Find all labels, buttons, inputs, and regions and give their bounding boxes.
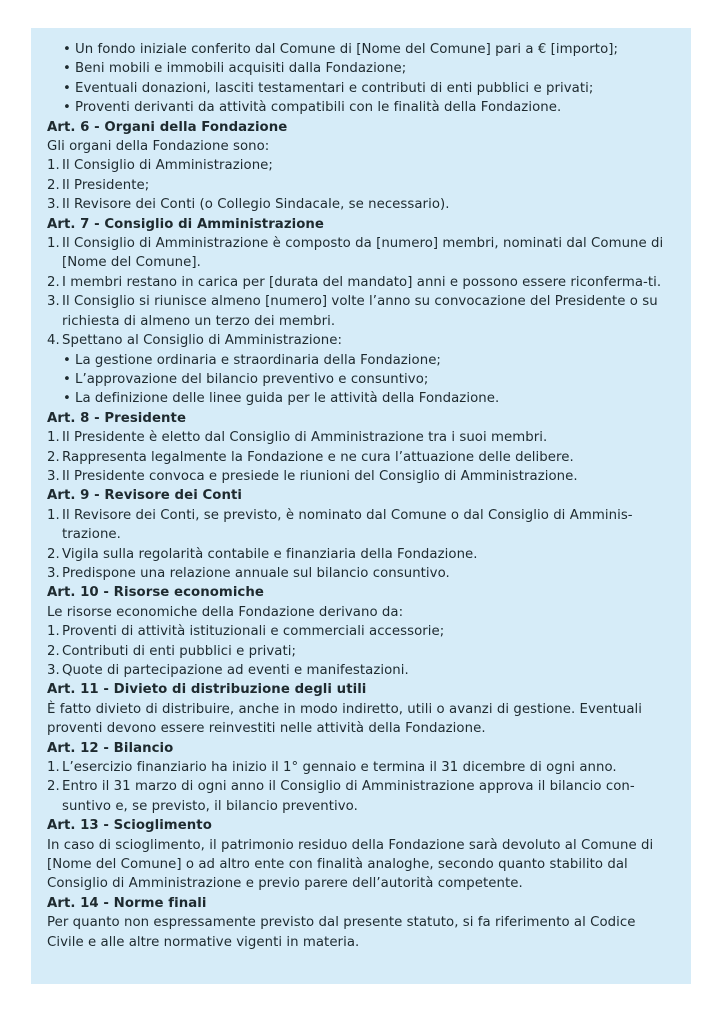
item-text: Quote di partecipazione ad eventi e manifestazioni. bbox=[62, 663, 409, 678]
list-item bbox=[47, 234, 673, 273]
item-number: 1. bbox=[47, 507, 60, 523]
item-number: 2. bbox=[47, 643, 60, 659]
list-item: • La gestione ordinaria e straordinaria della Fondazione; bbox=[47, 351, 673, 370]
article-heading: Art. 8 - Presidente bbox=[47, 410, 187, 426]
item-text: I membri restano in carica per [durata del mandato] anni e possono essere riconferma-ti. bbox=[62, 274, 662, 290]
assets-bullet-list bbox=[47, 40, 673, 118]
list-item bbox=[47, 642, 673, 661]
item-text: Il Revisore dei Conti (o Collegio Sindacale, se necessario). bbox=[62, 197, 450, 213]
item-text: Il Presidente è eletto dal Consiglio di Amministrazione tra i suoi membri. bbox=[62, 430, 548, 446]
item-text: Rappresenta legalmente la Fondazione e ne cura l’attuazione delle delibere. bbox=[62, 449, 574, 465]
article-10 bbox=[47, 583, 673, 680]
item-number: 1. bbox=[47, 624, 60, 640]
article-heading: Art. 11 - Divieto di distribuzione degli utili bbox=[47, 682, 367, 698]
article-body: È fatto divieto di distribuire, anche in modo indiretto, utili o avanzi di gestione. Eventuali proventi devono essere reinvestiti nelle attività della Fondazione. bbox=[47, 701, 643, 737]
article-heading: Art. 14 - Norme finali bbox=[47, 895, 207, 911]
article-body: In caso di scioglimento, il patrimonio residuo della Fondazione sarà devoluto al Comune di [Nome del Comune] o ad altro ente con finalità analoghe, secondo quanto stabilito dal Consiglio di Amministrazione e previo parere dell’autorità competente. bbox=[47, 837, 654, 892]
article-heading: Art. 10 - Risorse economiche bbox=[47, 585, 264, 601]
article-12 bbox=[47, 739, 673, 817]
list-item bbox=[47, 777, 673, 816]
statute-text bbox=[47, 40, 673, 952]
article-13 bbox=[47, 816, 673, 894]
article-heading: Art. 13 - Scioglimento bbox=[47, 818, 212, 834]
item-text: L’esercizio finanziario ha inizio il 1° gennaio e termina il 31 dicembre di ogni anno. bbox=[62, 760, 617, 776]
item-number: 4. bbox=[47, 333, 60, 349]
item-number: 3. bbox=[47, 565, 60, 581]
list-item bbox=[47, 428, 673, 447]
item-text: Il Presidente convoca e presiede le riunioni del Consiglio di Amministrazione. bbox=[62, 468, 578, 484]
list-item: • Beni mobili e immobili acquisiti dalla Fondazione; bbox=[47, 59, 673, 78]
item-number: 3. bbox=[47, 197, 60, 213]
list-item bbox=[47, 448, 673, 467]
item-number: 3. bbox=[47, 663, 60, 678]
list-item bbox=[47, 661, 673, 680]
list-item bbox=[47, 292, 673, 331]
item-text: Predispone una relazione annuale sul bilancio consuntivo. bbox=[62, 565, 450, 581]
list-item: • La definizione delle linee guida per le attività della Fondazione. bbox=[47, 389, 673, 408]
item-number: 2. bbox=[47, 274, 60, 290]
list-item: • Eventuali donazioni, lasciti testamentari e contributi di enti pubblici e privati; bbox=[47, 79, 673, 98]
item-number: 2. bbox=[47, 449, 60, 465]
item-text: Contributi di enti pubblici e privati; bbox=[62, 643, 297, 659]
list-item bbox=[47, 176, 673, 195]
list-item bbox=[47, 467, 673, 486]
list-item bbox=[47, 758, 673, 777]
article-6 bbox=[47, 118, 673, 215]
list-item bbox=[47, 331, 673, 350]
item-number: 3. bbox=[47, 468, 60, 484]
article-7 bbox=[47, 215, 673, 409]
article-heading: Art. 6 - Organi della Fondazione bbox=[47, 119, 288, 135]
article-intro: Gli organi della Fondazione sono: bbox=[47, 139, 270, 155]
item-number: 2. bbox=[47, 546, 60, 562]
article-body: Per quanto non espressamente previsto dal presente statuto, si fa riferimento al Codice Civile e alle altre normative vigenti in materia. bbox=[47, 915, 636, 950]
item-text: Il Consiglio di Amministrazione; bbox=[62, 158, 273, 174]
article-heading: Art. 7 - Consiglio di Amministrazione bbox=[47, 216, 325, 232]
list-item bbox=[47, 545, 673, 564]
item-text: Entro il 31 marzo di ogni anno il Consiglio di Amministrazione approva il bilancio con-suntivo e, se previsto, il bilancio preventivo. bbox=[62, 779, 635, 814]
list-item bbox=[47, 156, 673, 175]
list-item bbox=[47, 195, 673, 214]
article-intro: Le risorse economiche della Fondazione derivano da: bbox=[47, 604, 404, 620]
list-item: • Proventi derivanti da attività compatibili con le finalità della Fondazione. bbox=[47, 98, 673, 117]
article-heading: Art. 9 - Revisore dei Conti bbox=[47, 488, 242, 504]
article-11 bbox=[47, 680, 673, 738]
item-text: Proventi di attività istituzionali e commerciali accessorie; bbox=[62, 624, 445, 640]
item-number: 1. bbox=[47, 236, 60, 252]
article-heading: Art. 12 - Bilancio bbox=[47, 740, 174, 756]
item-text: Il Presidente; bbox=[62, 177, 150, 193]
item-number: 3. bbox=[47, 294, 60, 310]
item-text: Il Consiglio si riunisce almeno [numero] volte l’anno su convocazione del Presidente o su richiesta di almeno un terzo dei membri. bbox=[62, 294, 658, 329]
item-number: 2. bbox=[47, 177, 60, 193]
list-item: • Un fondo iniziale conferito dal Comune di [Nome del Comune] pari a € [importo]; bbox=[47, 40, 673, 59]
item-number: 1. bbox=[47, 158, 60, 174]
list-item bbox=[47, 622, 673, 641]
item-number: 1. bbox=[47, 760, 60, 776]
article-8 bbox=[47, 409, 673, 487]
item-number: 2. bbox=[47, 779, 60, 795]
item-number: 1. bbox=[47, 430, 60, 446]
article-14 bbox=[47, 894, 673, 952]
item-text: Spettano al Consiglio di Amministrazione: bbox=[62, 333, 343, 349]
list-item bbox=[47, 506, 673, 545]
list-item bbox=[47, 564, 673, 583]
item-text: Il Revisore dei Conti, se previsto, è nominato dal Comune o dal Consiglio di Amminis-trazione. bbox=[62, 507, 633, 543]
list-item bbox=[47, 273, 673, 292]
item-text: Il Consiglio di Amministrazione è composto da [numero] membri, nominati dal Comune di [Nome del Comune]. bbox=[62, 236, 664, 271]
item-text: Vigila sulla regolarità contabile e finanziaria della Fondazione. bbox=[62, 546, 478, 562]
list-item: • L’approvazione del bilancio preventivo e consuntivo; bbox=[47, 370, 673, 389]
document-panel bbox=[31, 28, 691, 984]
article-9 bbox=[47, 486, 673, 583]
